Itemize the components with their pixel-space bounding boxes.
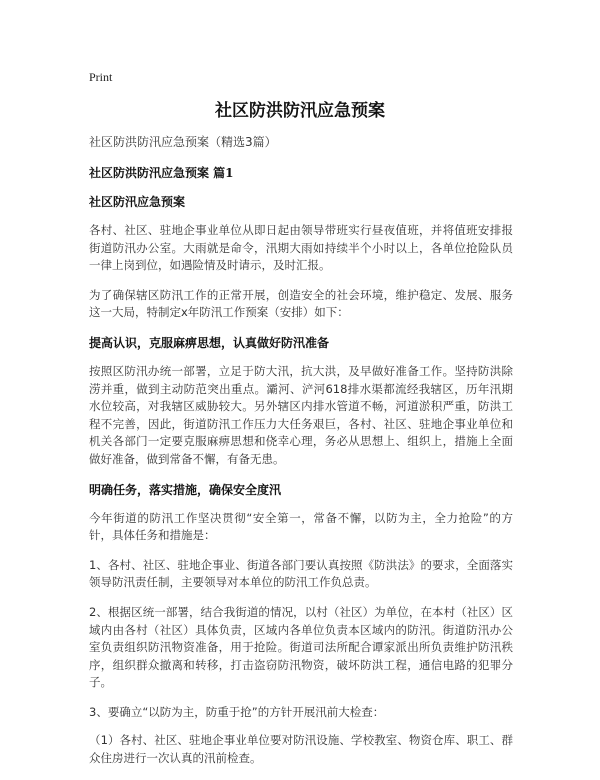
document-subtitle: 社区防洪防汛应急预案（精选3篇）	[89, 135, 277, 149]
paragraph: 3、要确立“以防为主，防重于抢”的方针开展汛前大检查：	[89, 704, 385, 719]
paragraph: （1）各村、社区、驻地企事业单位要对防汛设施、学校教室、物资仓库、职工、群众住房进行一次认真的汛前检查。	[89, 733, 513, 766]
paragraph: 今年街道的防汛工作坚决贯彻“安全第一，常备不懈，以防为主，全力抢险”的方针，具体任务和措施是：	[89, 510, 513, 543]
print-link[interactable]: Print	[89, 70, 113, 84]
paragraph: 按照区防汛办统一部署，立足于防大汛，抗大洪，及早做好准备工作。坚持防洪除涝并重，做到主动防范突出重点。灞河、浐河618排水渠都流经我辖区，历年汛期水位较高，对我辖区威胁较大。另外辖区内排水管道不畅，河道淤积严重，防洪工程不完善，因此，街道防汛工作压力大任务艰巨，各村、社区、驻地企事业单位和机关各部门一定要克服麻痹思想和侥幸心理，务必从思想上、组织上，措施上全面做好准备，做到常备不懈，有备无患。	[89, 363, 513, 466]
page-title: 社区防洪防汛应急预案	[215, 101, 385, 121]
section-heading: 社区防洪防汛应急预案 篇1	[89, 166, 234, 180]
subsection-heading: 社区防汛应急预案	[89, 195, 186, 209]
document-body	[89, 133, 513, 780]
paragraph: 为了确保辖区防汛工作的正常开展，创造安全的社会环境，维护稳定、发展、服务这一大局，特制定x年防汛工作预案（安排）如下：	[89, 287, 513, 320]
paragraph: 各村、社区、驻地企事业单位从即日起由领导带班实行昼夜值班，并将值班安排报街道防汛办公室。大雨就是命令，汛期大雨如持续半个小时以上，各单位抢险队员一律上岗到位，如遇险情及时请示，及时汇报。	[89, 223, 513, 273]
paragraph: 1、各村、社区、驻地企事业、街道各部门要认真按照《防洪法》的要求，全面落实领导防汛责任制，主要领导对本单位的防汛工作负总责。	[89, 557, 513, 590]
paragraph: 2、根据区统一部署，结合我街道的情况，以村（社区）为单位，在本村（社区）区域内由各村（社区）具体负责，区域内各单位负责本区域内的防汛。街道防汛办公室负责组织防汛物资准备，用于抢险。街道司法所配合谭家派出所负责维护防汛秩序，组织群众撤离和转移，打击盗窃防汛物资，破坏防洪工程，通信电路的犯罪分子。	[89, 604, 513, 690]
paragraph-heading: 明确任务，落实措施，确保安全度汛	[89, 482, 282, 497]
paragraph-heading: 提高认识，克服麻痹思想，认真做好防汛准备	[89, 335, 330, 350]
